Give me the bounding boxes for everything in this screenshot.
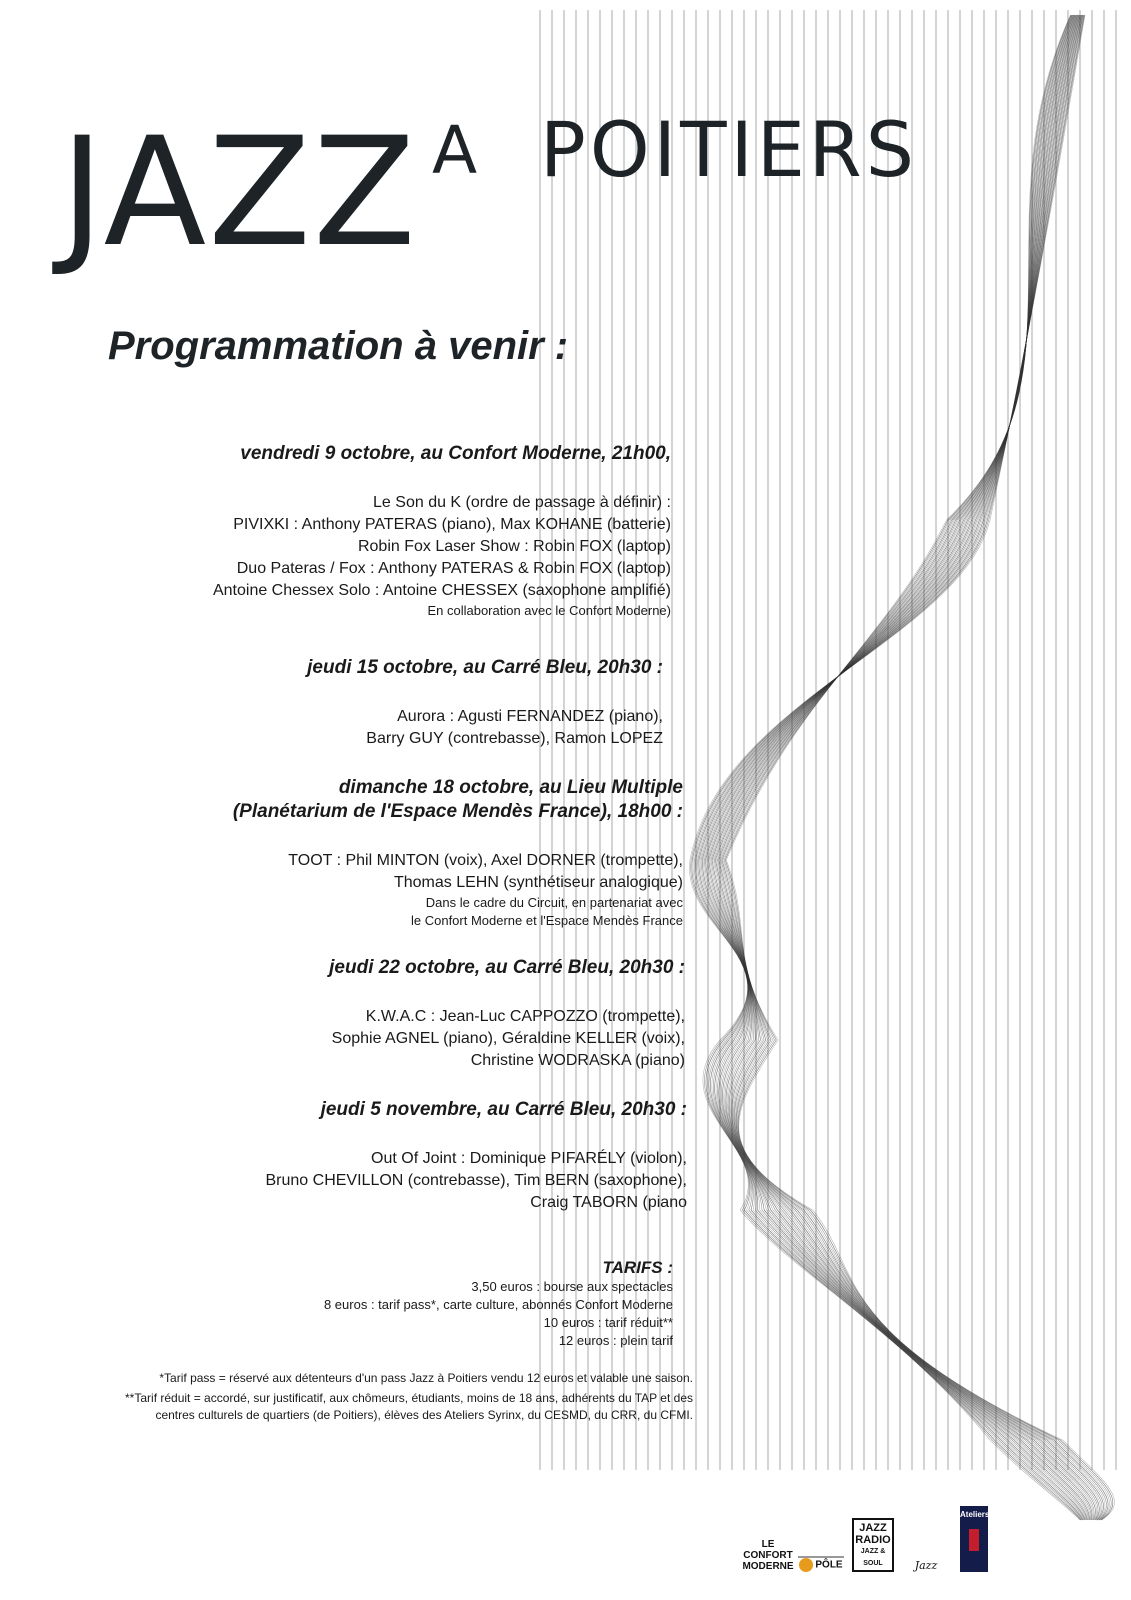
event-heading: vendredi 9 octobre, au Confort Moderne, 21h00, (240, 443, 671, 464)
event-detail: PIVIXKI : Anthony PATERAS (piano), Max KOHANE (batterie) (233, 516, 671, 533)
event-detail: Christine WODRASKA (piano) (470, 1052, 685, 1069)
event-detail: Aurora : Agusti FERNANDEZ (piano), (397, 708, 663, 725)
tarifs-title: TARIFS : (602, 1258, 673, 1277)
event-detail: Craig TABORN (piano (530, 1194, 687, 1211)
title-a: A (432, 112, 478, 189)
wave-strand (689, 15, 1085, 1520)
event-1 (51, 442, 671, 620)
partner-logos (740, 1510, 1010, 1580)
ateliers-logo (960, 1506, 988, 1572)
pole-logo (798, 1556, 844, 1572)
confort-moderne-logo (740, 1539, 796, 1572)
logo-text: RADIO (855, 1534, 891, 1546)
logo-text: MODERNE (742, 1561, 794, 1572)
event-detail: Robin Fox Laser Show : Robin FOX (laptop) (357, 538, 671, 555)
tarif-line: 10 euros : tarif réduit** (543, 1315, 673, 1330)
wave-strand (695, 15, 1083, 1520)
event-heading: jeudi 15 octobre, au Carré Bleu, 20h30 : (307, 657, 663, 678)
event-heading: dimanche 18 octobre, au Lieu Multiple (338, 777, 683, 798)
logo-text: LE CONFORT (743, 1539, 793, 1561)
event-detail: K.W.A.C : Jean-Luc CAPPOZZO (trompette), (365, 1008, 685, 1025)
title-jazz: JAZZ (60, 106, 418, 280)
event-list (51, 442, 687, 1240)
tarif-line: 8 euros : tarif pass*, carte culture, abonnés Confort Moderne (323, 1297, 673, 1312)
footnote: *Tarif pass = réservé aux détenteurs d'un pass Jazz à Poitiers vendu 12 euros et valable une saison. (159, 1371, 693, 1385)
logo-text: PÔLE (815, 1559, 843, 1571)
event-detail: Thomas LEHN (synthétiseur analogique) (393, 874, 683, 891)
wave-strand (723, 15, 1110, 1520)
event-detail: Barry GUY (contrebasse), Ramon LOPEZ (366, 730, 663, 747)
event-note: En collaboration avec le Confort Moderne) (427, 603, 671, 618)
event-4 (51, 956, 685, 1072)
jazz-signature-logo (902, 1559, 950, 1572)
event-3 (51, 776, 683, 930)
tarifs-section (53, 1258, 673, 1350)
event-detail: Bruno CHEVILLON (contrebasse), Tim BERN (saxophone), (265, 1172, 687, 1189)
tarif-line: 3,50 euros : bourse aux spectacles (471, 1279, 673, 1294)
page-subtitle: Programmation à venir : (108, 324, 569, 368)
event-2 (51, 656, 671, 750)
logo-text: JAZZ (859, 1522, 887, 1534)
wave-strand (721, 15, 1107, 1520)
footnote: **Tarif réduit = accordé, sur justificatif, aux chômeurs, étudiants, moins de 18 ans, adhérents du TAP et des centres culturels de quartiers (de Poitiers), élèves des Ateliers Syrinx, du CESMD, du CRR, du CFMI. (125, 1391, 693, 1422)
event-detail: Out Of Joint : Dominique PIFARÉLY (violon), (371, 1150, 687, 1167)
event-detail: Le Son du K (ordre de passage à définir) : (373, 494, 671, 511)
wave-strand (699, 15, 1085, 1520)
title-poitiers: POITIERS (540, 105, 918, 194)
jazz-radio-logo (852, 1518, 894, 1572)
tarif-line: 12 euros : plein tarif (558, 1333, 673, 1348)
wave-strand (725, 15, 1113, 1520)
event-detail: Antoine Chessex Solo : Antoine CHESSEX (saxophone amplifié) (212, 582, 671, 599)
event-5 (51, 1098, 687, 1214)
pole-dot-icon (799, 1558, 813, 1572)
event-heading: jeudi 5 novembre, au Carré Bleu, 20h30 : (320, 1099, 687, 1120)
footnotes (108, 1370, 693, 1427)
wave-strand (724, 15, 1111, 1520)
wave-strand (697, 15, 1084, 1520)
event-note: Dans le cadre du Circuit, en partenariat avec (425, 895, 683, 910)
ateliers-red-mark (969, 1529, 979, 1551)
event-heading: jeudi 22 octobre, au Carré Bleu, 20h30 : (329, 957, 685, 978)
event-detail: Duo Pateras / Fox : Anthony PATERAS & Robin FOX (laptop) (236, 560, 671, 577)
event-note: le Confort Moderne et l'Espace Mendès France (410, 913, 683, 928)
logo-text: JAZZ & SOUL (860, 1548, 886, 1567)
wave-strand (719, 15, 1104, 1520)
event-detail: Sophie AGNEL (piano), Géraldine KELLER (voix), (331, 1030, 685, 1047)
wave-strand (700, 15, 1086, 1520)
event-detail: TOOT : Phil MINTON (voix), Axel DORNER (trompette), (288, 852, 683, 869)
logo-text: Jazz (914, 1559, 938, 1572)
event-heading: (Planétarium de l'Espace Mendès France), 18h00 : (232, 801, 683, 822)
logo-text: Ateliers (960, 1510, 990, 1519)
